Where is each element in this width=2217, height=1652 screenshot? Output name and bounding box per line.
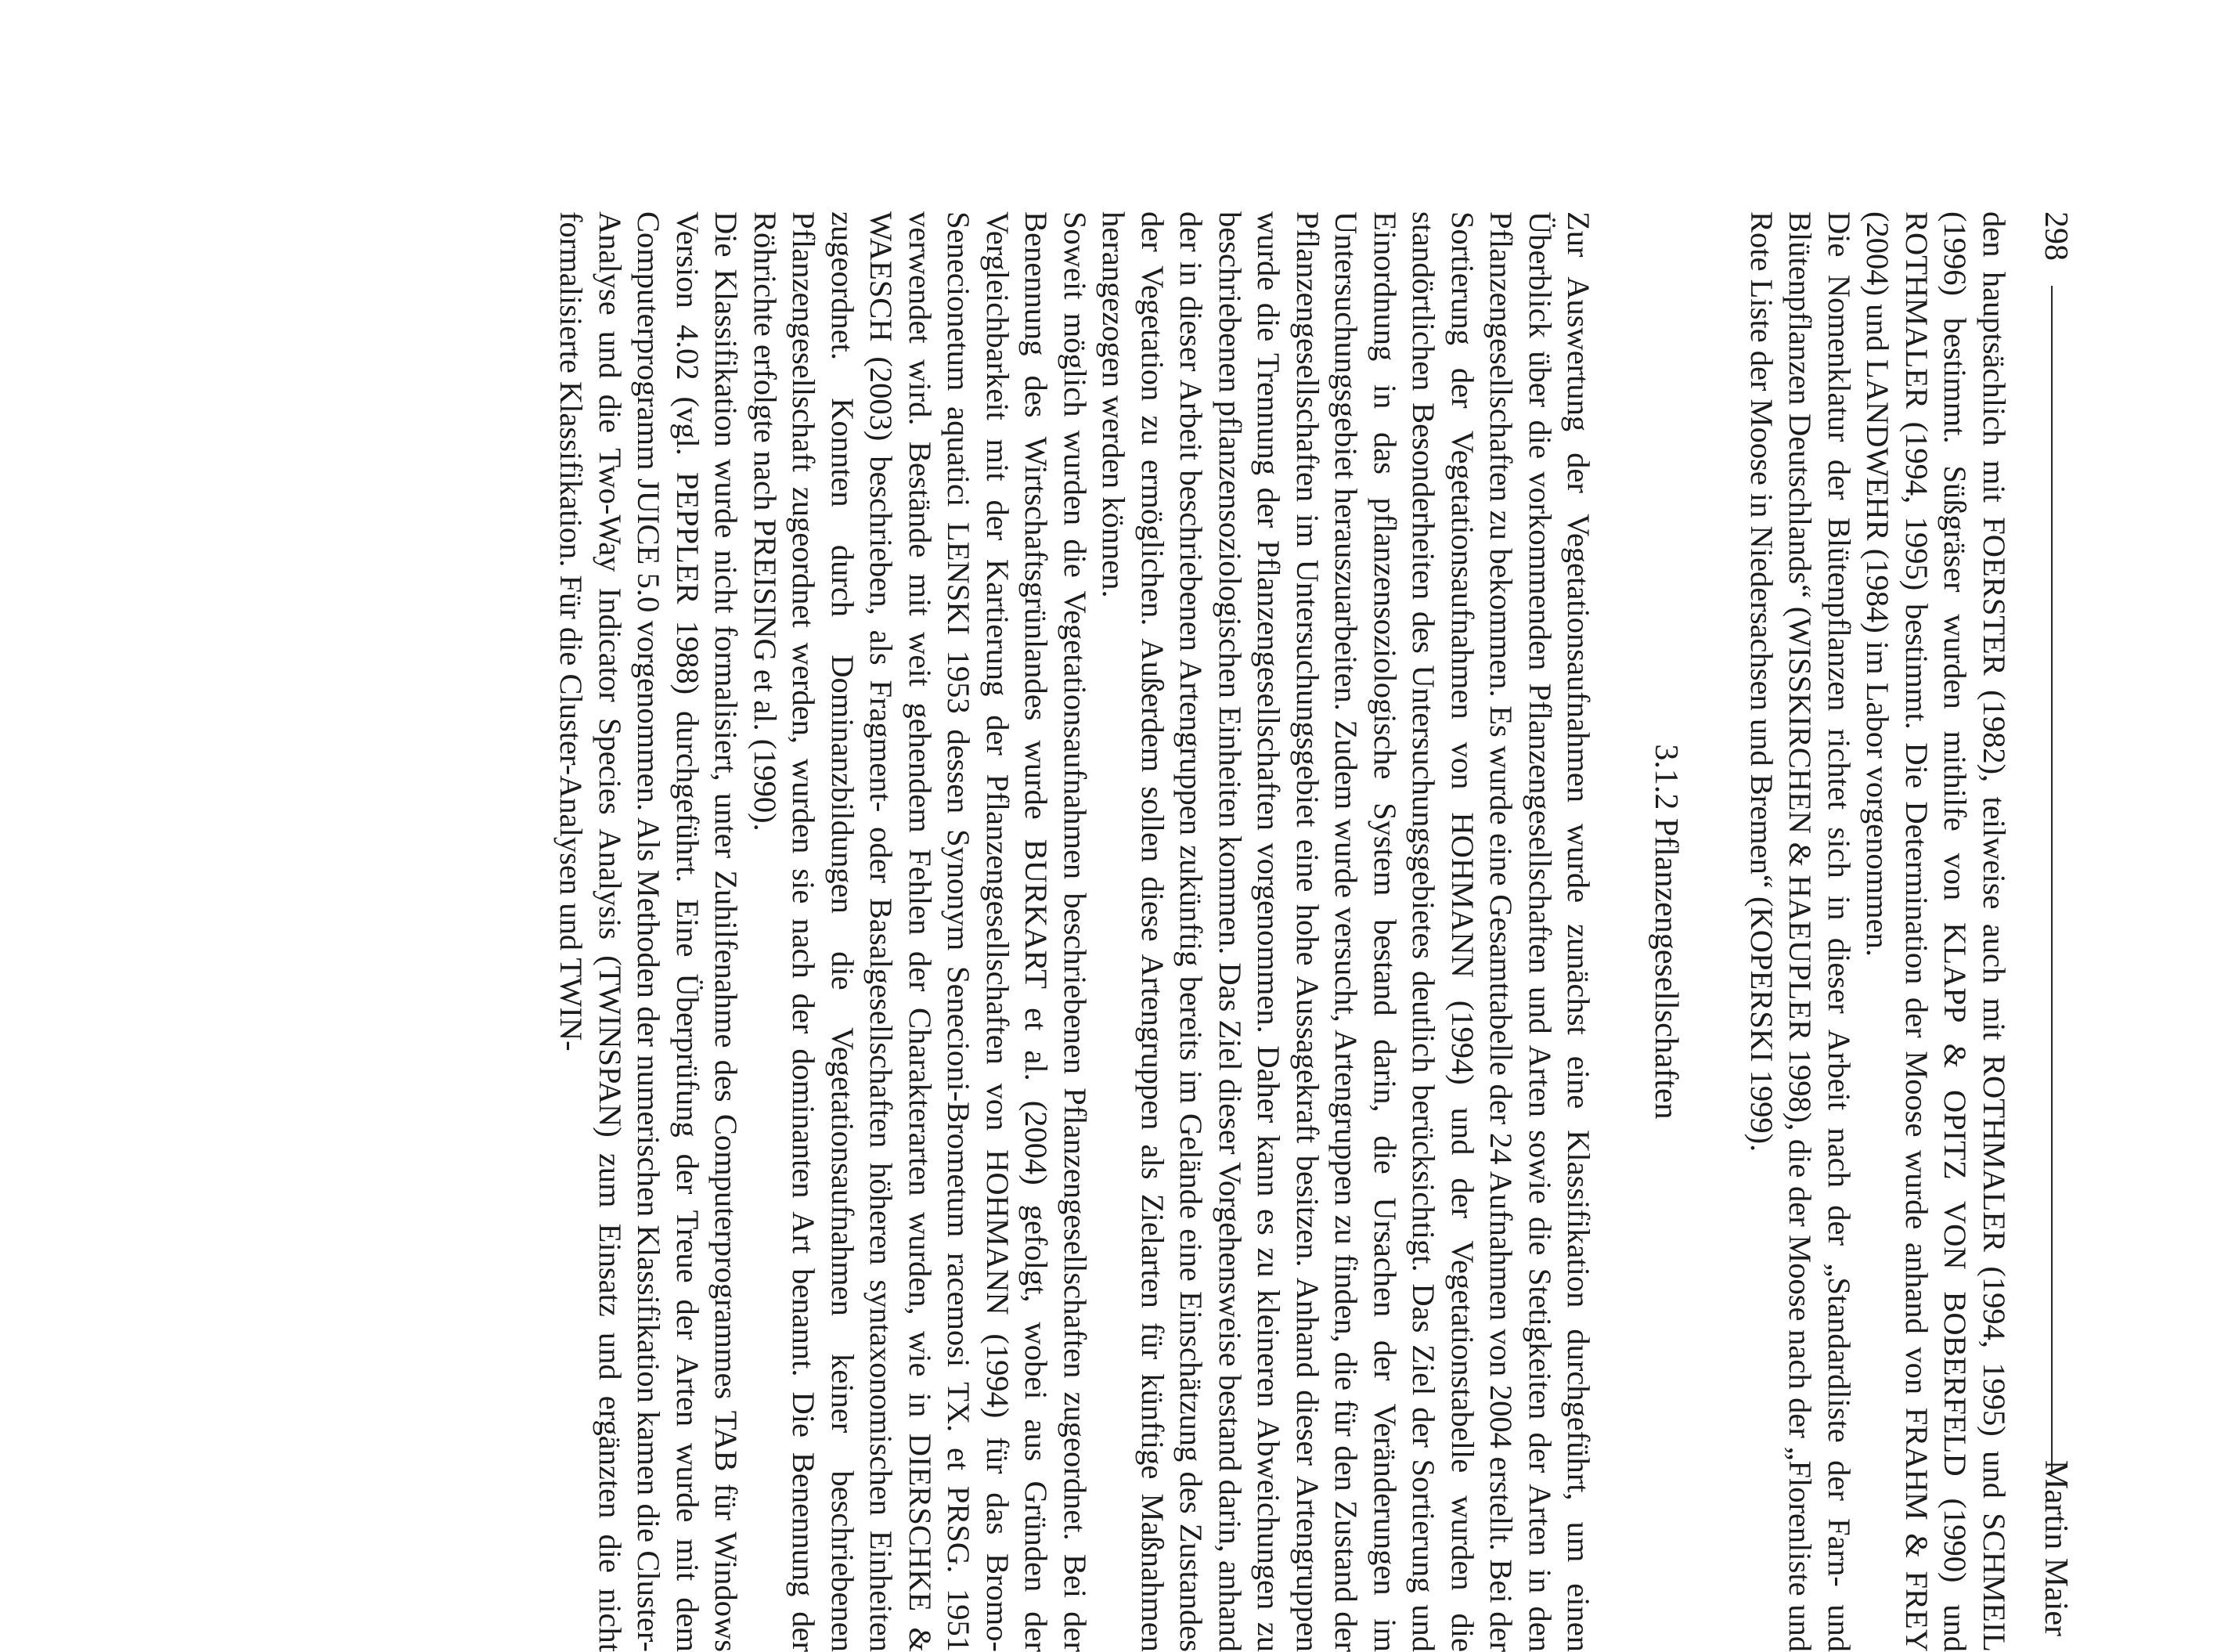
author-name: Martin Maier xyxy=(2038,1459,2074,1636)
paragraph: Zur Auswertung der Vegetationsaufnahmen wurde zunächst eine Klassifikation durchgeführt, um einen Überblick über die vorkommenden Pflanzengesellschaften und Arten sowie die Stetigkeiten der Arten in den Pflanzengesellschaften zu bekommen. Es wurde eine Gesamttabelle der 24 Aufnahmen von 2004 erstellt. Bei der Sortierung der Vegetationsaufnahmen von HOHMANN (1994) und der Vegetationstabelle wurden die standörtlichen Besonderheiten des Untersuchungsgebietes deutlich berücksichtigt. Das Ziel der Sortierung und Einordnung in das pflanzensoziologische System bestand darin, die Ursachen der Veränderungen im Untersuchungsgebiet herauszuarbeiten. Zudem wurde versucht, Artengruppen zu finden, die für den Zustand der Pflanzengesellschaften im Untersuchungsgebiet eine hohe Aussagekraft besitzen. Anhand dieser Artengruppen wurde die Trennung der Pflanzengesellschaften vorgenommen. Daher kann es zu kleineren Abweichungen zu beschriebenen pflanzensoziologischen Einheiten kommen. Das Ziel dieser Vorgehensweise bestand darin, anhand der in dieser Arbeit beschriebenen Artengruppen zukünftig bereits im Gelände eine Einschätzung des Zustandes der Vegetation zu ermöglichen. Außerdem sollen diese Artengruppen als Zielarten für künftige Maßnahmen herangezogen werden können. xyxy=(1096,211,1597,1652)
running-head xyxy=(2028,196,2075,1652)
header-rule xyxy=(2051,286,2053,1472)
section-heading: 3.1.2 Pflanzengesellschaften xyxy=(1648,744,1685,1120)
paragraph: Die Klassifikation wurde nicht formalisiert, unter Zuhilfenahme des Computerprogrammes TAB für Windows Version 4.02 (vgl. PEPPLER 1988) durchgeführt. Eine Überprüfung der Treue der Arten wurde mit dem Computerprogramm JUICE 5.0 vorgenommen. Als Methoden der numerischen Klassifikation kamen die Cluster-Analyse und die Two-Way Indicator Species Analysis (TWINSPAN) zum Einsatz und ergänzten die nicht formalisierte Klassifikation. Für die Cluster-Analysen und TWIN- xyxy=(553,211,744,1652)
book-page xyxy=(204,196,2075,1652)
paragraph: Die Nomenklatur der Blütenpflanzen richtet sich in dieser Arbeit nach der „Standardliste der Farn- und Blütenpflanzen Deutschlands“ (WISSKIRCHEN & HAEUPLER 1998), die der Moose nach der „Florenliste und Rote Liste der Moose in Niedersachsen und Bremen“ (KOPERSKI 1999). xyxy=(1744,211,1857,1652)
page-number: 298 xyxy=(2038,211,2074,261)
paragraph: Soweit möglich wurden die Vegetationsaufnahmen beschriebenen Pflanzengesellschaften zugeordnet. Bei der Benennung des Wirtschaftsgrünlandes wurde BURKART et al. (2004) gefolgt, wobei aus Gründen der Vergleichbarkeit mit der Kartierung der Pflanzengesellschaften von HOHMANN (1994) für das Bromo-Senecionetum aquatici LENSKI 1953 dessen Synonym Senecioni-Brometum racemosi TX. et PRSG. 1951 verwendet wird. Bestände mit weit gehendem Fehlen der Charakterarten wurden, wie in DIERSCHKE & WAESCH (2003) beschrieben, als Fragment- oder Basalgesellschaften höheren syntaxonomischen Einheiten zugeordnet. Konnten durch Dominanzbildungen die Vegetationsaufnahmen keiner beschriebenen Pflanzengesellschaft zugeordnet werden, wurden sie nach der dominanten Art benannt. Die Benennung der Röhrichte erfolgte nach PREISING et al. (1990). xyxy=(748,211,1093,1652)
body-text xyxy=(552,211,2013,1652)
paragraph: den hauptsächlich mit FOERSTER (1982), teilweise auch mit ROTHMALER (1994, 1995) und SCHMEIL (1996) bestimmt. Süßgräser wurden mithilfe von KLAPP & OPITZ VON BOBERFELD (1990) und ROTHMALER (1994, 1995) bestimmt. Die Determination der Moose wurde anhand von FRAHM & FREY (2004) und LANDWEHR (1984) im Labor vorgenommen. xyxy=(1860,211,2012,1652)
